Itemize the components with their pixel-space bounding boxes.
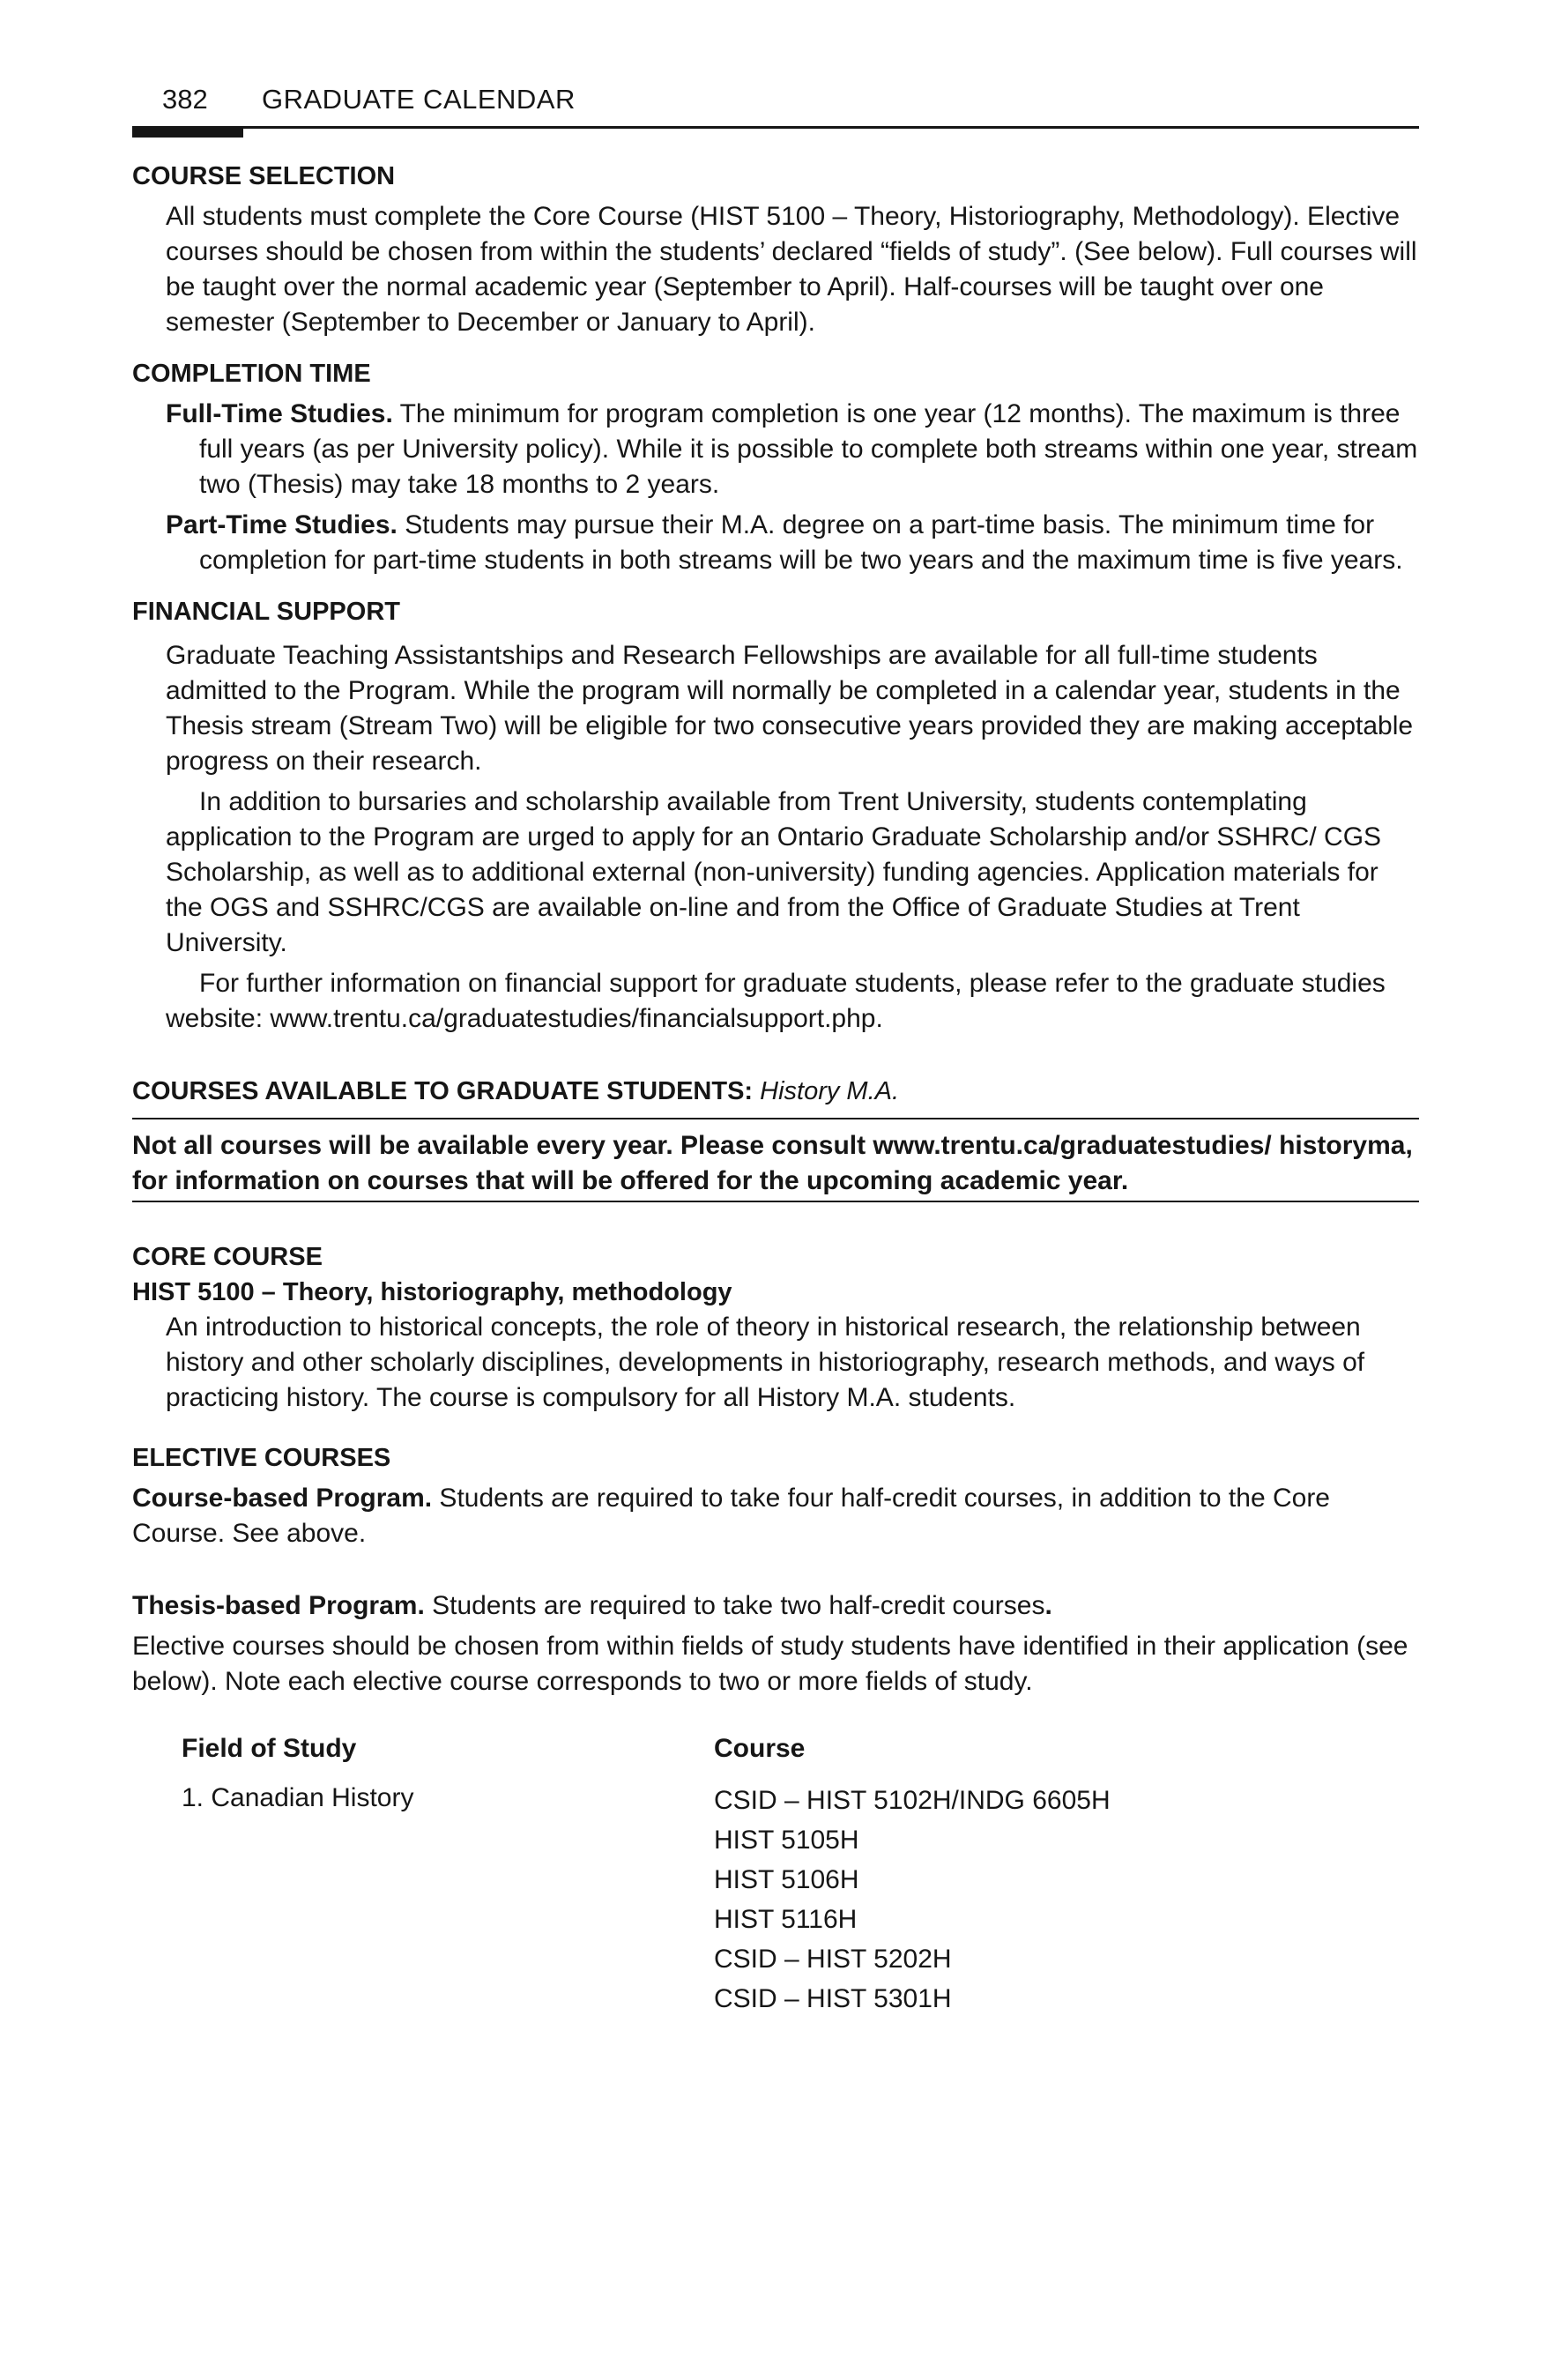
course-item: CSID – HIST 5102H/INDG 6605H [714, 1786, 1111, 1815]
field-cell: 1. Canadian History [182, 1783, 414, 1812]
thesis-based-paragraph [132, 1588, 1419, 1624]
elective-note: Elective courses should be chosen from within fields of study students have identified in their application (see below). Note each elective course corresponds to two or more fields of study. [132, 1632, 1408, 1696]
course-based-text: Students are required to take four half-credit courses, in addition to the Core Course. See above. [132, 1484, 1330, 1548]
course-based-paragraph [132, 1481, 1419, 1551]
thesis-based-label: Thesis-based Program. [132, 1591, 425, 1620]
page-content [132, 159, 1419, 2019]
courses-available-heading [132, 1074, 1419, 1109]
course-selection-heading: COURSE SELECTION [132, 162, 396, 190]
course-selection-body: All students must complete the Core Course (HIST 5100 – Theory, Historiography, Methodology). Elective courses should be chosen from within the students’ declared “fields of study”. (See below). Full courses will be taught over the normal academic year (September to April). Half-courses will be taught over one semester (September to December or January to April). [166, 202, 1417, 337]
financial-support-p1: Graduate Teaching Assistantships and Research Fellowships are available for all full-time students admitted to the Program. While the program will normally be completed in a calendar year, students in the Thesis stream (Stream Two) will be eligible for two consecutive years provided they are making acceptable progress on their research. [166, 641, 1414, 776]
running-title: GRADUATE CALENDAR [262, 84, 576, 115]
completion-time-heading: COMPLETION TIME [132, 360, 371, 388]
column-header-course: Course [714, 1734, 806, 1763]
courses-available-program: History M.A. [760, 1077, 900, 1105]
core-course-description: An introduction to historical concepts, the role of theory in historical research, the relationship between history and other scholarly disciplines, developments in historiography, research methods, and ways of practicing history. The course is compulsory for all History M.A. students. [166, 1313, 1365, 1412]
financial-support-p3: For further information on financial support for graduate students, please refer to the graduate studies website: www.trentu.ca/graduatestudies/financialsupport.php. [166, 969, 1386, 1033]
full-time-paragraph [132, 397, 1419, 502]
course-item: HIST 5105H [714, 1826, 859, 1855]
page-header [132, 84, 1419, 129]
core-course-title: HIST 5100 – Theory, historiography, methodology [132, 1278, 732, 1306]
thesis-based-text: Students are required to take two half-credit courses [424, 1591, 1045, 1620]
full-time-label: Full-Time Studies. [166, 399, 393, 428]
fields-of-study-table [132, 1731, 1419, 2019]
course-cell [714, 1781, 1243, 2019]
page-number: 382 [162, 84, 208, 115]
elective-courses-heading: ELECTIVE COURSES [132, 1444, 391, 1472]
financial-support-heading: FINANCIAL SUPPORT [132, 598, 400, 626]
courses-available-label: COURSES AVAILABLE TO GRADUATE STUDENTS: [132, 1077, 754, 1105]
core-course-heading: CORE COURSE [132, 1243, 323, 1271]
full-time-text: The minimum for program completion is one year (12 months). The maximum is three full years (as per University policy). While it is possible to complete both streams within one year, stream two (Thesis) may take 18 months to 2 years. [199, 399, 1418, 499]
header-tab-mark [132, 126, 243, 138]
course-item: HIST 5106H [714, 1865, 859, 1894]
course-item: CSID – HIST 5301H [714, 1984, 952, 2013]
part-time-text: Students may pursue their M.A. degree on a part-time basis. The minimum time for completion for part-time students in both streams will be two years and the maximum time is five years. [199, 510, 1403, 575]
part-time-label: Part-Time Studies. [166, 510, 398, 539]
financial-support-p2: In addition to bursaries and scholarship available from Trent University, students contemplating application to the Program are urged to apply for an Ontario Graduate Scholarship and/or SSHRC/ CGS Scholarship, as well as to additional external (non-university) funding agencies. Application materials for the OGS and SSHRC/CGS are available on-line and from the Office of Graduate Studies at Trent University. [166, 787, 1382, 957]
availability-notice: Not all courses will be available every year. Please consult www.trentu.ca/graduatestudies/ historyma, for information on courses that will be offered for the upcoming academic year. [132, 1118, 1419, 1202]
course-based-label: Course-based Program. [132, 1484, 433, 1513]
thesis-based-period: . [1044, 1591, 1052, 1620]
column-header-field: Field of Study [182, 1734, 357, 1763]
course-item: CSID – HIST 5202H [714, 1945, 952, 1974]
part-time-paragraph [132, 508, 1419, 578]
course-item: HIST 5116H [714, 1905, 858, 1934]
